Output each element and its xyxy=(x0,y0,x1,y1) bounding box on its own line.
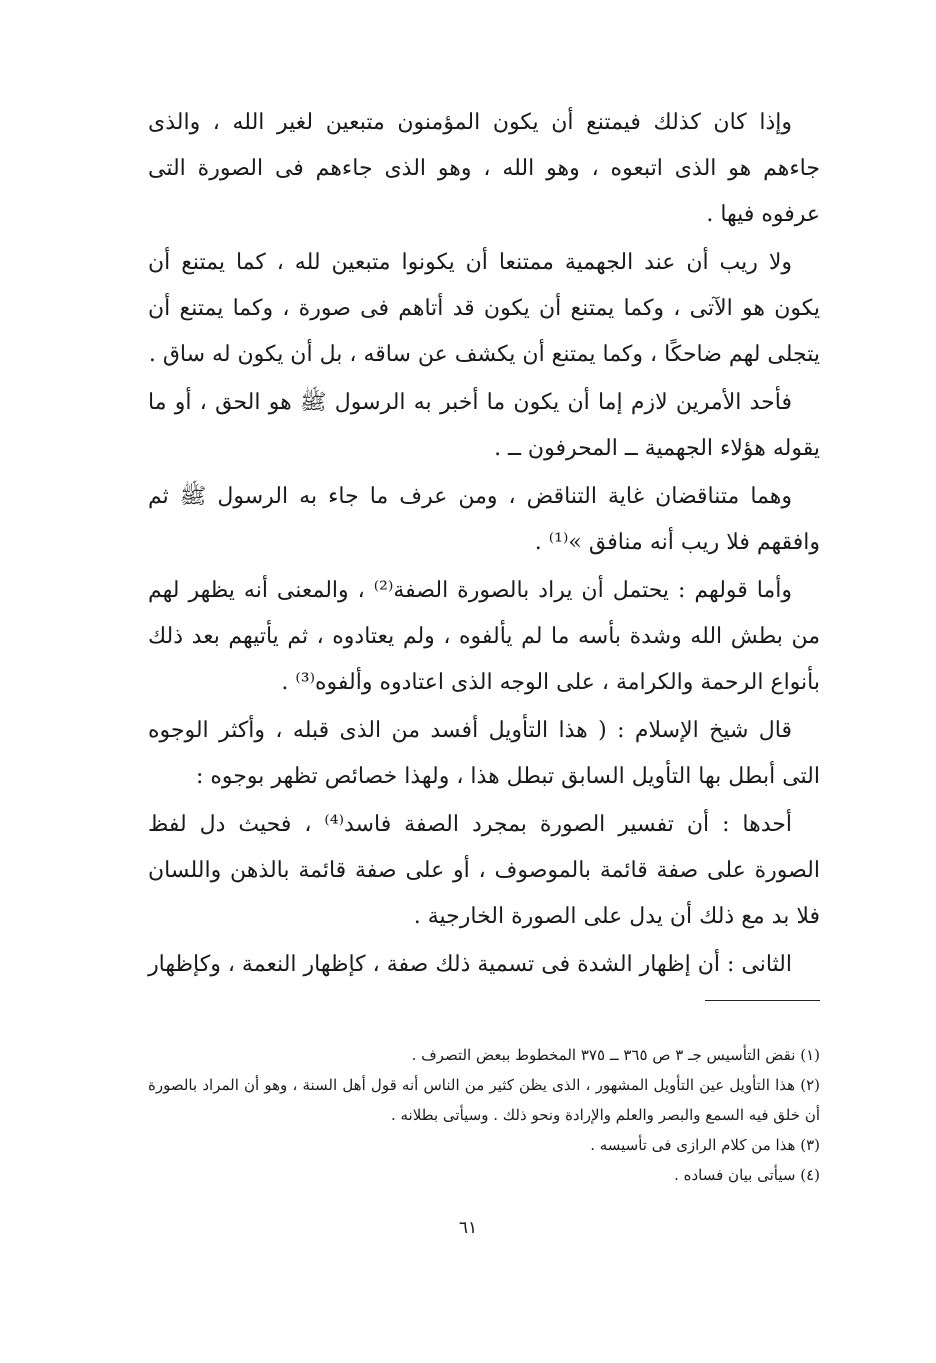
main-text xyxy=(148,100,820,990)
page-number: ٦١ xyxy=(458,1218,478,1238)
paragraph-4: وهما متناقضان غاية التناقض ، ومن عرف ما جاء به الرسول ﷺ ثم وافقهم فلا ريب أنه منافق »⁽¹⁾ . xyxy=(148,484,820,555)
paragraph-3: فأحد الأمرين لازم إما أن يكون ما أخبر به الرسول ﷺ هو الحق ، أو ما يقوله هؤلاء الجهمية ــ المحرفون ــ . xyxy=(148,390,820,461)
paragraph-6: قال شيخ الإسلام : ( هذا التأويل أفسد من الذى قبله ، وأكثر الوجوه التى أبطل بها التأويل السابق تبطل هذا ، ولهذا خصائص تظهر بوجوه : xyxy=(148,718,820,789)
paragraph-7: أحدها : أن تفسير الصورة بمجرد الصفة فاسد⁽⁴⁾ ، فحيث دل لفظ الصورة على صفة قائمة بالموصوف ، أو على صفة قائمة بالذهن واللسان فلا بد مع ذلك أن يدل على الصورة الخارجية . xyxy=(148,812,820,929)
footnote-3: (٣) هذا من كلام الرازى فى تأسيسه . xyxy=(590,1136,820,1154)
footnote-1: (١) نقض التأسيس جـ ٣ ص ٣٦٥ ــ ٣٧٥ المخطوط ببعض التصرف . xyxy=(411,1046,820,1064)
paragraph-1: وإذا كان كذلك فيمتنع أن يكون المؤمنون متبعين لغير الله ، والذى جاءهم هو الذى اتبعوه ، وهو الله ، وهو الذى جاءهم فى الصورة التى عرفوه فيها . xyxy=(148,110,820,227)
footnote-separator xyxy=(705,1000,820,1001)
footnotes xyxy=(148,1040,820,1190)
footnote-4: (٤) سيأتى بيان فساده . xyxy=(674,1166,820,1184)
paragraph-5: وأما قولهم : يحتمل أن يراد بالصورة الصفة⁽²⁾ ، والمعنى أنه يظهر لهم من بطش الله وشدة بأسه ما لم يألفوه ، ولم يعتادوه ، ثم يأتيهم بعد ذلك بأنواع الرحمة والكرامة ، على الوجه الذى اعتادوه وألفوه⁽³⁾ . xyxy=(148,578,820,695)
paragraph-2: ولا ريب أن عند الجهمية ممتنعا أن يكونوا متبعين لله ، كما يمتنع أن يكون هو الآتى ، وكما يمتنع أن يكون قد أتاهم فى صورة ، وكما يمتنع أن يتجلى لهم ضاحكًا ، وكما يمتنع أن يكشف عن ساقه ، بل أن يكون له ساق . xyxy=(148,250,820,367)
footnote-2: (٢) هذا التأويل عين التأويل المشهور ، الذى يظن كثير من الناس أنه قول أهل السنة ، وهو أن المراد بالصورة أن خلق فيه السمع والبصر والعلم والإرادة ونحو ذلك . وسيأتى بطلانه . xyxy=(148,1076,820,1124)
paragraph-8: الثانى : أن إظهار الشدة فى تسمية ذلك صفة ، كإظهار النعمة ، وكإظهار xyxy=(148,952,792,977)
